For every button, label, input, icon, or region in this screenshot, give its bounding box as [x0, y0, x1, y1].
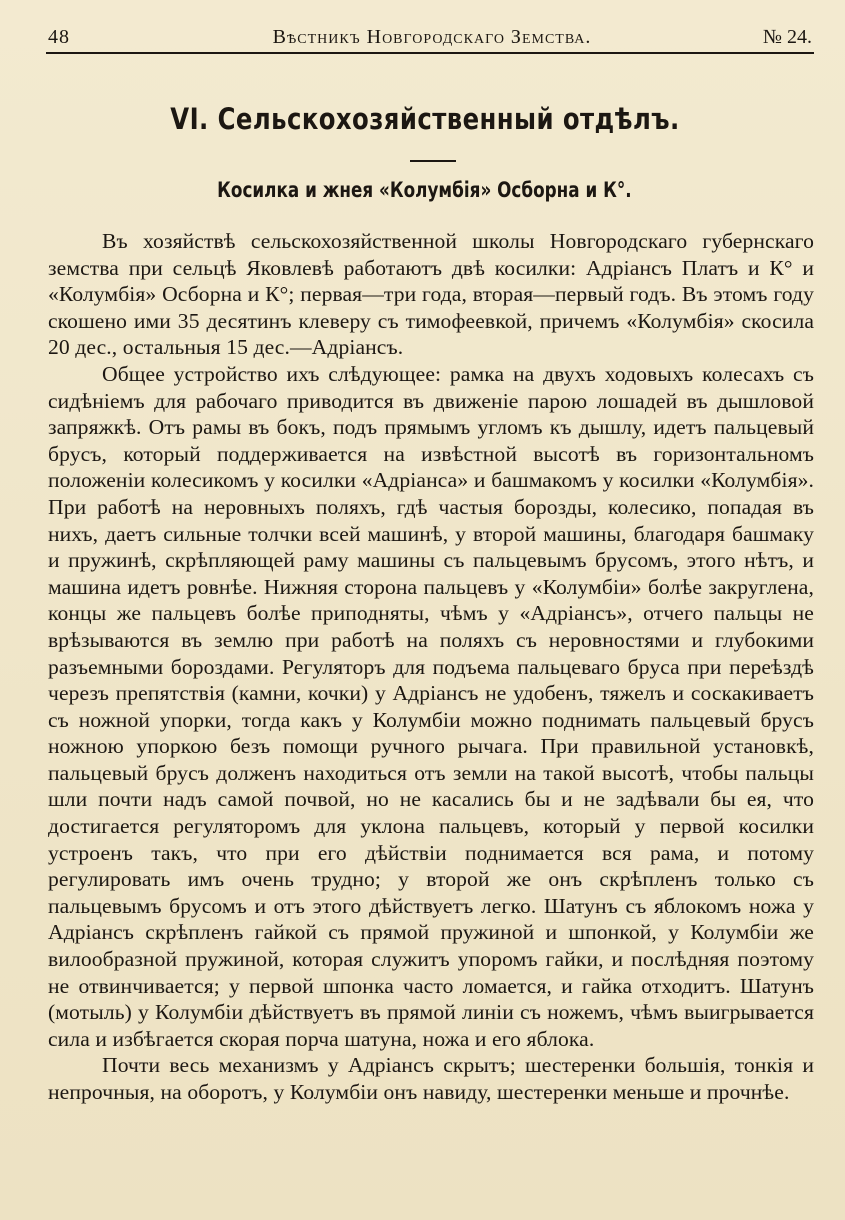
paragraph-3: Почти весь механизмъ у Адріансъ скрытъ; шестеренки большія, тонкія и непрочныя, на оборотъ, у Колумбіи онъ навиду, шестеренки меньше и прочнѣе.	[48, 1053, 814, 1104]
header-rule	[46, 52, 814, 54]
running-header	[48, 24, 816, 54]
article-body	[48, 228, 814, 1106]
section-title: VI. Сельскохозяйственный отдѣлъ.	[170, 102, 680, 136]
page-number: 48	[48, 26, 70, 48]
paragraph-2: Общее устройство ихъ слѣдующее: рамка на двухъ ходовыхъ колесахъ съ сидѣніемъ для рабочаго приводится въ движеніе парою лошадей въ дышловой запряжкѣ. Отъ рамы въ бокъ, подъ прямымъ угломъ къ дышлу, идетъ пальцевый брусъ, который поддерживается на извѣстной высотѣ въ горизонтальномъ положеніи колесикомъ у косилки «Адріанса» и башмакомъ у косилки «Колумбія». При работѣ на неровныхъ поляхъ, гдѣ частыя борозды, колесико, попадая въ нихъ, даетъ сильные толчки всей машинѣ, у второй машины, благодаря башмаку и пружинѣ, скрѣпляющей раму машины съ пальцевымъ брусомъ, этого нѣтъ, и машина идетъ ровнѣе. Нижняя сторона пальцевъ у «Колумбіи» болѣе закруглена, концы же пальцевъ болѣе приподняты, чѣмъ у «Адріансъ», отчего пальцы не врѣзываются въ землю при работѣ на поляхъ съ неровностями и глубокими разъемными бороздами. Регуляторъ для подъема пальцеваго бруса при переѣздѣ черезъ препятствія (камни, кочки) у Адріансъ не удобенъ, тяжелъ и соскакиваетъ съ ножной упорки, тогда какъ у Колумбіи можно поднимать пальцевый брусъ ножною упоркою безъ помощи ручного рычага. При правильной установкѣ, пальцевый брусъ долженъ находиться отъ земли на такой высотѣ, чтобы пальцы шли почти надъ самой почвой, но не касались бы и не задѣвали бы ея, что достигается регуляторомъ для уклона пальцевъ, который у первой косилки устроенъ такъ, что при его дѣйствіи поднимается вся рама, и потому регулировать имъ очень трудно; у второй же онъ скрѣпленъ только съ пальцевымъ брусомъ и отъ этого дѣйствуетъ легко. Шатунъ съ яблокомъ ножа у Адріансъ скрѣпленъ гайкой съ прямой пружиной и шпонкой, у Колумбіи же вилообразной пружиной, которая служитъ упоромъ гайки, и послѣдняя поэтому не отвинчивается; у первой шпонка часто ломается, и гайка отходитъ. Шатунъ (мотыль) у Колумбіи дѣйствуетъ въ прямой линіи съ ножемъ, чѣмъ выигрывается сила и избѣгается скорая порча шатуна, ножа и его яблока.	[48, 361, 814, 1051]
issue-number: № 24.	[762, 26, 812, 48]
paragraph-1: Въ хозяйствѣ сельскохозяйственной школы Новгородскаго губернскаго земства при сельцѣ Яковлевѣ работаютъ двѣ косилки: Адріансъ Платъ и К° и «Колумбія» Осборна и К°; первая—три года, вторая—первый годъ. Въ этомъ году скошено ими 35 десятинъ клеверу съ тимофеевкой, причемъ «Колумбія» скосила 20 дес., остальныя 15 дес.—Адріансъ.	[48, 229, 814, 360]
article-title: Косилка и жнея «Колумбія» Осборна и К°.	[217, 178, 632, 202]
title-divider	[410, 160, 456, 162]
journal-title: Вѣстникъ Новгородскаго Земства.	[272, 26, 592, 48]
